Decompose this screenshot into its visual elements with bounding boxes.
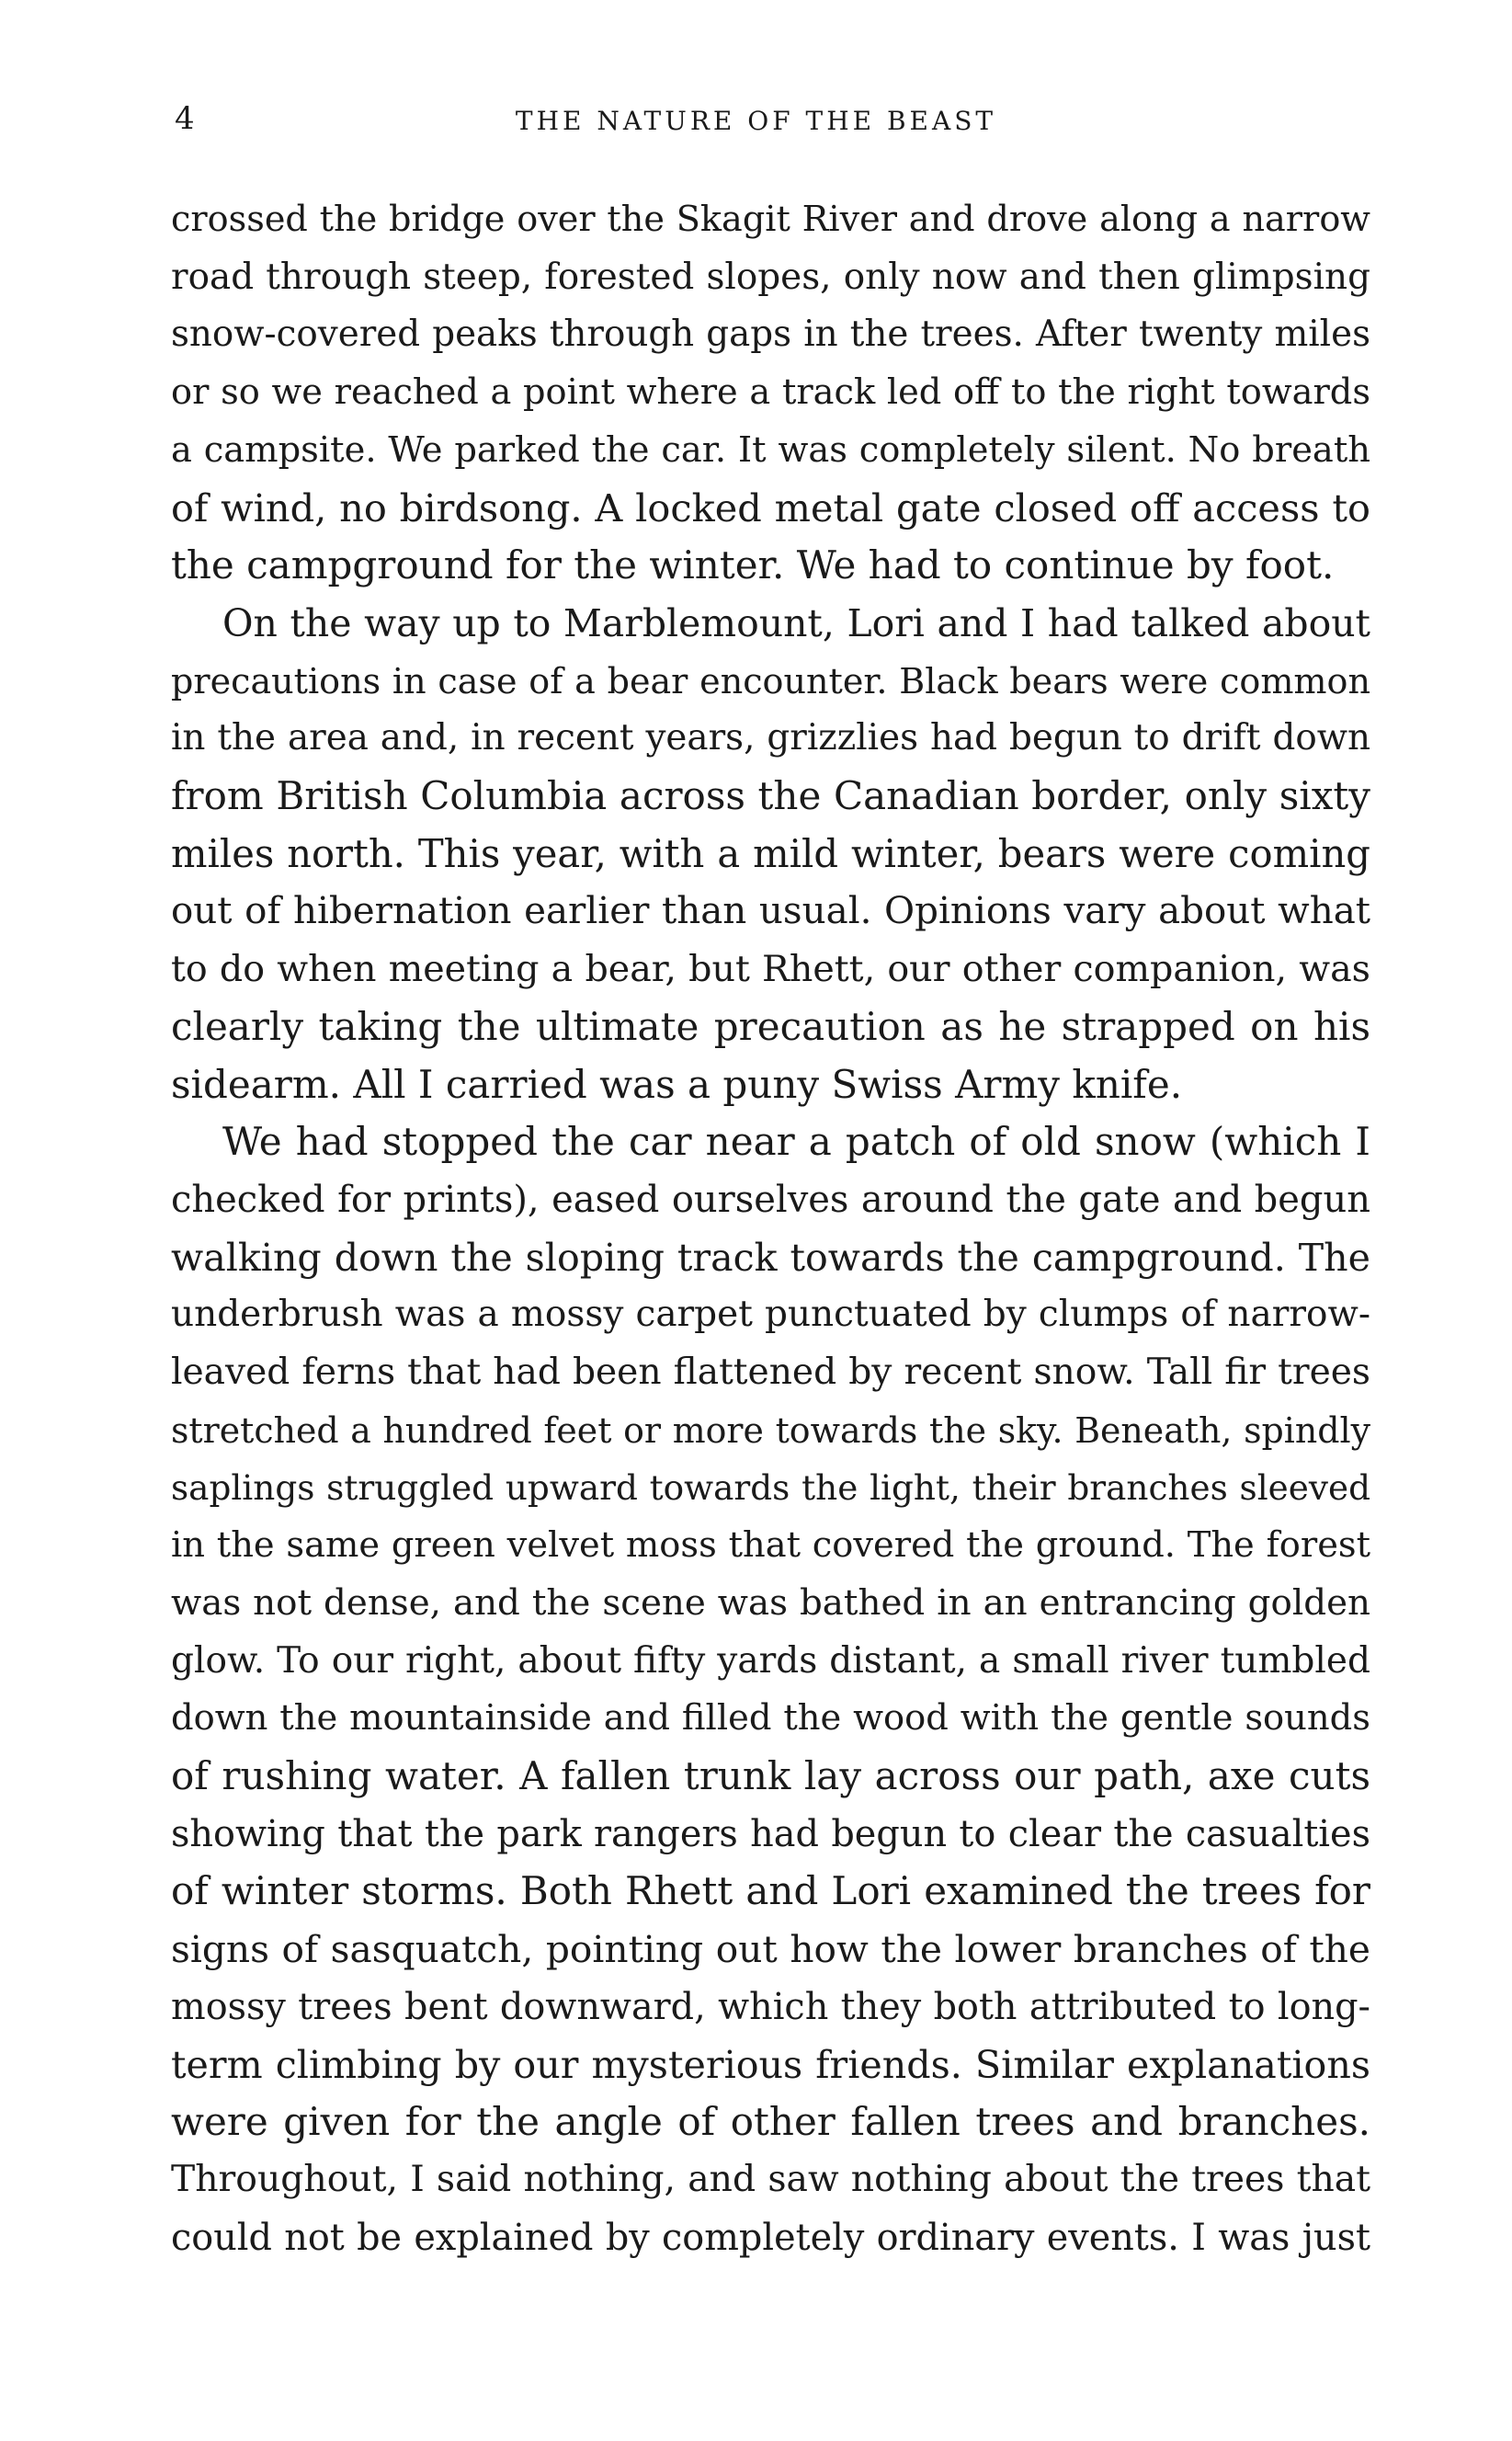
paragraph-3 (171, 1113, 1370, 2266)
text-line: to do when meeting a bear, but Rhett, our other companion, was (171, 948, 1370, 991)
text-line: We had stopped the car near a patch of old snow (which I (222, 1119, 1370, 1165)
text-line: On the way up to Marblemount, Lori and I had talked about (222, 600, 1370, 645)
text-line: checked for prints), eased ourselves around the gate and begun (171, 1178, 1370, 1221)
text-line: could not be explained by completely ordinary events. I was just (171, 2216, 1370, 2259)
text-line: were given for the angle of other fallen trees and branches. (171, 2099, 1370, 2145)
text-line: snow-covered peaks through gaps in the trees. After twenty miles (171, 314, 1370, 356)
text-line: in the same green velvet moss that covered the ground. The forest (171, 1524, 1370, 1567)
text-line: of winter storms. Both Rhett and Lori examined the trees for (171, 1868, 1370, 1914)
text-line: sidearm. All I carried was a puny Swiss Army knife. (171, 1061, 1183, 1107)
text-line: mossy trees bent downward, which they both attributed to long- (171, 1985, 1370, 2028)
paragraph-2 (171, 595, 1370, 1113)
page-number: 4 (175, 100, 196, 137)
text-line: clearly taking the ultimate precaution as he strapped on his (171, 1003, 1370, 1049)
body-text (171, 191, 1370, 2266)
text-line: of wind, no birdsong. A locked metal gate closed off access to (171, 485, 1370, 530)
text-line: stretched a hundred feet or more towards the sky. Beneath, spindly (171, 1409, 1370, 1451)
text-line: glow. To our right, about fifty yards distant, a small river tumbled (171, 1639, 1370, 1682)
text-line: term climbing by our mysterious friends. Similar explanations (171, 2042, 1370, 2087)
paragraph-1 (171, 191, 1370, 595)
text-line: was not dense, and the scene was bathed in an entrancing golden (171, 1581, 1370, 1624)
text-line: a campsite. We parked the car. It was completely silent. No breath (171, 428, 1370, 471)
text-line: crossed the bridge over the Skagit River and drove along a narrow (171, 200, 1370, 240)
text-line: underbrush was a mossy carpet punctuated by clumps of narrow- (171, 1294, 1370, 1336)
text-line: of rushing water. A fallen trunk lay across our path, axe cuts (171, 1752, 1370, 1798)
text-line: leaved ferns that had been flattened by recent snow. Tall fir trees (171, 1352, 1370, 1394)
text-line: down the mountainside and filled the wood with the gentle sounds (171, 1697, 1370, 1739)
text-line: in the area and, in recent years, grizzlies had begun to drift down (171, 717, 1370, 759)
text-line: miles north. This year, with a mild winter, bears were coming (171, 830, 1370, 876)
text-line: precautions in case of a bear encounter. Black bears were common (171, 660, 1370, 702)
text-line: walking down the sloping track towards the campground. The (171, 1235, 1370, 1280)
text-line: from British Columbia across the Canadian border, only sixty (171, 773, 1370, 819)
text-line: signs of sasquatch, pointing out how the lower branches of the (171, 1927, 1370, 1972)
text-line: road through steep, forested slopes, only now and then glimpsing (171, 256, 1370, 298)
text-line: the campground for the winter. We had to continue by foot. (171, 542, 1335, 588)
text-line: showing that the park rangers had begun to clear the casualties (171, 1812, 1370, 1855)
running-head: THE NATURE OF THE BEAST (515, 106, 997, 136)
text-line: saplings struggled upward towards the light, their branches sleeved (171, 1467, 1370, 1509)
text-line: or so we reached a point where a track led off to the right towards (171, 371, 1370, 414)
text-line: Throughout, I said nothing, and saw nothing about the trees that (171, 2158, 1370, 2200)
text-line: out of hibernation earlier than usual. Opinions vary about what (171, 889, 1370, 933)
